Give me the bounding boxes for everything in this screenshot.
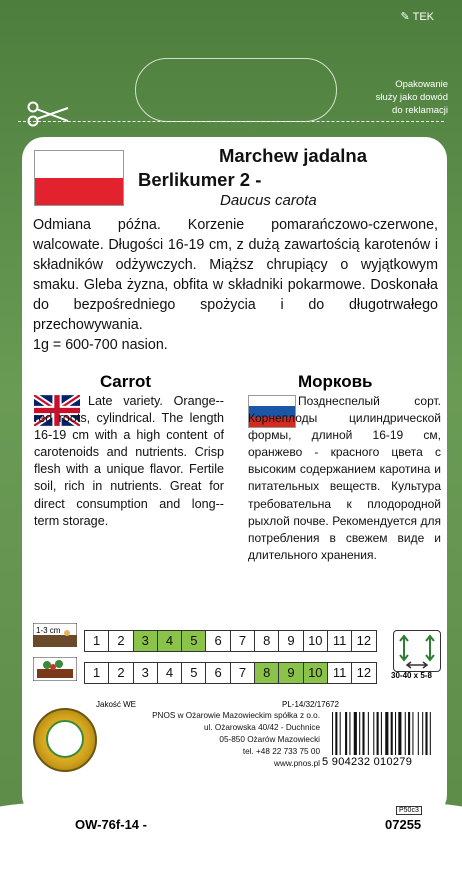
barcode-bar	[340, 712, 341, 755]
harvest-month-9: 9	[278, 662, 303, 684]
sowing-month-9: 9	[278, 630, 303, 652]
spacing-label: 30-40 x 5-8	[391, 671, 432, 680]
brand-text: TEK	[412, 11, 434, 23]
cut-line	[18, 121, 444, 122]
lot-code: 07255	[385, 817, 422, 832]
sowing-depth-label: 1-3 cm	[36, 626, 61, 635]
barcode-bar	[398, 712, 401, 755]
barcode-bar	[335, 712, 337, 755]
harvest-month-11: 11	[327, 662, 352, 684]
sowing-month-5: 5	[181, 630, 206, 652]
psoc-code: P50c3	[396, 806, 422, 815]
latin-name: Daucus carota	[220, 192, 317, 209]
harvest-month-5: 5	[181, 662, 206, 684]
barcode-bar	[373, 712, 374, 755]
poland-flag-icon	[34, 150, 124, 206]
sowing-month-11: 11	[327, 630, 352, 652]
description-en: Late variety. Orange--red roots, cylindrical. The length 16-19 cm with a high content of carotenoids and nutrients. Crisp flesh with a unique flavor. Fertile soil, rich in nutrients. Great for direct consumption and long--term storage.	[34, 394, 224, 528]
badge-center	[46, 720, 84, 758]
scissors-icon	[26, 101, 70, 127]
barcode-bar	[368, 712, 369, 755]
barcode-bar	[349, 712, 350, 755]
product-code: OW-76f-14 -	[75, 817, 147, 832]
sowing-month-8: 8	[254, 630, 279, 652]
description-ru: Позднеспелый сорт. Корнеплоды цилиндрической формы, длиной 16-19 см, оранжево - красного цвета с высоким содержанием каротина и питательных веществ. Культура требовательна к плодородной рыхлой почве. Рекомендуется для потребления в свежем виде и длительного хранения.	[248, 394, 441, 562]
bottom-label-area	[0, 795, 462, 872]
barcode-bar	[405, 712, 406, 755]
harvest-month-7: 7	[230, 662, 255, 684]
sowing-month-2: 2	[108, 630, 133, 652]
promo-note: Opakowanie służy jako dowód do reklamacji	[375, 79, 448, 116]
harvest-month-1: 1	[84, 662, 109, 684]
sowing-month-4: 4	[157, 630, 182, 652]
harvest-month-2: 2	[108, 662, 133, 684]
pl-code: PL-14/32/17672	[282, 700, 339, 709]
sowing-month-6: 6	[205, 630, 230, 652]
barcode-bar	[418, 712, 419, 755]
harvest-month-3: 3	[133, 662, 158, 684]
window-oval	[135, 58, 337, 122]
barcode-bar	[332, 712, 333, 755]
brand-mark	[401, 10, 434, 23]
leaf-icon: ✎	[400, 11, 410, 23]
harvest-month-6: 6	[205, 662, 230, 684]
company-info: PNOS w Ożarowie Mazowieckim spółka z o.o. ul. Ożarowska 40/42 - Duchnice 05-850 Ożarów Mazowiecki tel. +48 22 733 75 00 www.pnos.pl	[152, 711, 320, 768]
sowing-month-12: 12	[351, 630, 376, 652]
english-heading: Carrot	[100, 372, 152, 391]
barcode-bar	[422, 712, 423, 755]
sowing-month-1: 1	[84, 630, 109, 652]
barcode-bar	[377, 712, 379, 755]
seed-count: 1g = 600-700 nasion.	[33, 337, 168, 353]
harvest-calendar	[84, 662, 376, 684]
quality-label: Jakość WE	[96, 700, 137, 709]
barcode-number: 5 904232 010279	[322, 756, 413, 768]
harvest-month-4: 4	[157, 662, 182, 684]
harvest-icon	[33, 657, 77, 681]
spacing-icon	[393, 630, 441, 672]
barcode-bar	[385, 712, 388, 755]
barcode-bar	[430, 712, 431, 755]
barcode-bar	[395, 712, 396, 755]
barcode-bar	[408, 712, 410, 755]
sowing-month-7: 7	[230, 630, 255, 652]
harvest-month-8: 8	[254, 662, 279, 684]
sowing-month-3: 3	[133, 630, 158, 652]
harvest-month-12: 12	[351, 662, 376, 684]
sowing-depth-icon	[33, 623, 77, 647]
harvest-month-10: 10	[303, 662, 328, 684]
product-title: Marchew jadalna	[218, 145, 368, 166]
barcode-bar	[359, 712, 360, 755]
barcode-bar	[354, 712, 357, 755]
description-pl: Odmiana późna. Korzenie pomarańczowo-czerwone, walcowate. Długości 16-19 cm, z dużą zawartością karotenów i składników odżywczych. Miąższ chrupiący o wyjątkowym smaku. Gleba żyzna, obfita w składniki pokarmowe. Doskonała do bezpośredniego spożycia i do długotrwałego przechowywania. 1g = 600-700 nasion.	[33, 217, 438, 353]
sowing-month-10: 10	[303, 630, 328, 652]
russian-heading: Морковь	[298, 372, 373, 391]
barcode-bar	[381, 712, 382, 755]
barcode-bar	[345, 712, 347, 755]
sowing-calendar	[84, 630, 376, 652]
product-variety: Berlikumer 2 -	[138, 169, 262, 190]
barcode	[330, 712, 443, 755]
barcode-bar	[425, 712, 427, 755]
barcode-bar	[412, 712, 413, 755]
barcode-bar	[362, 712, 364, 755]
barcode-bar	[391, 712, 393, 755]
